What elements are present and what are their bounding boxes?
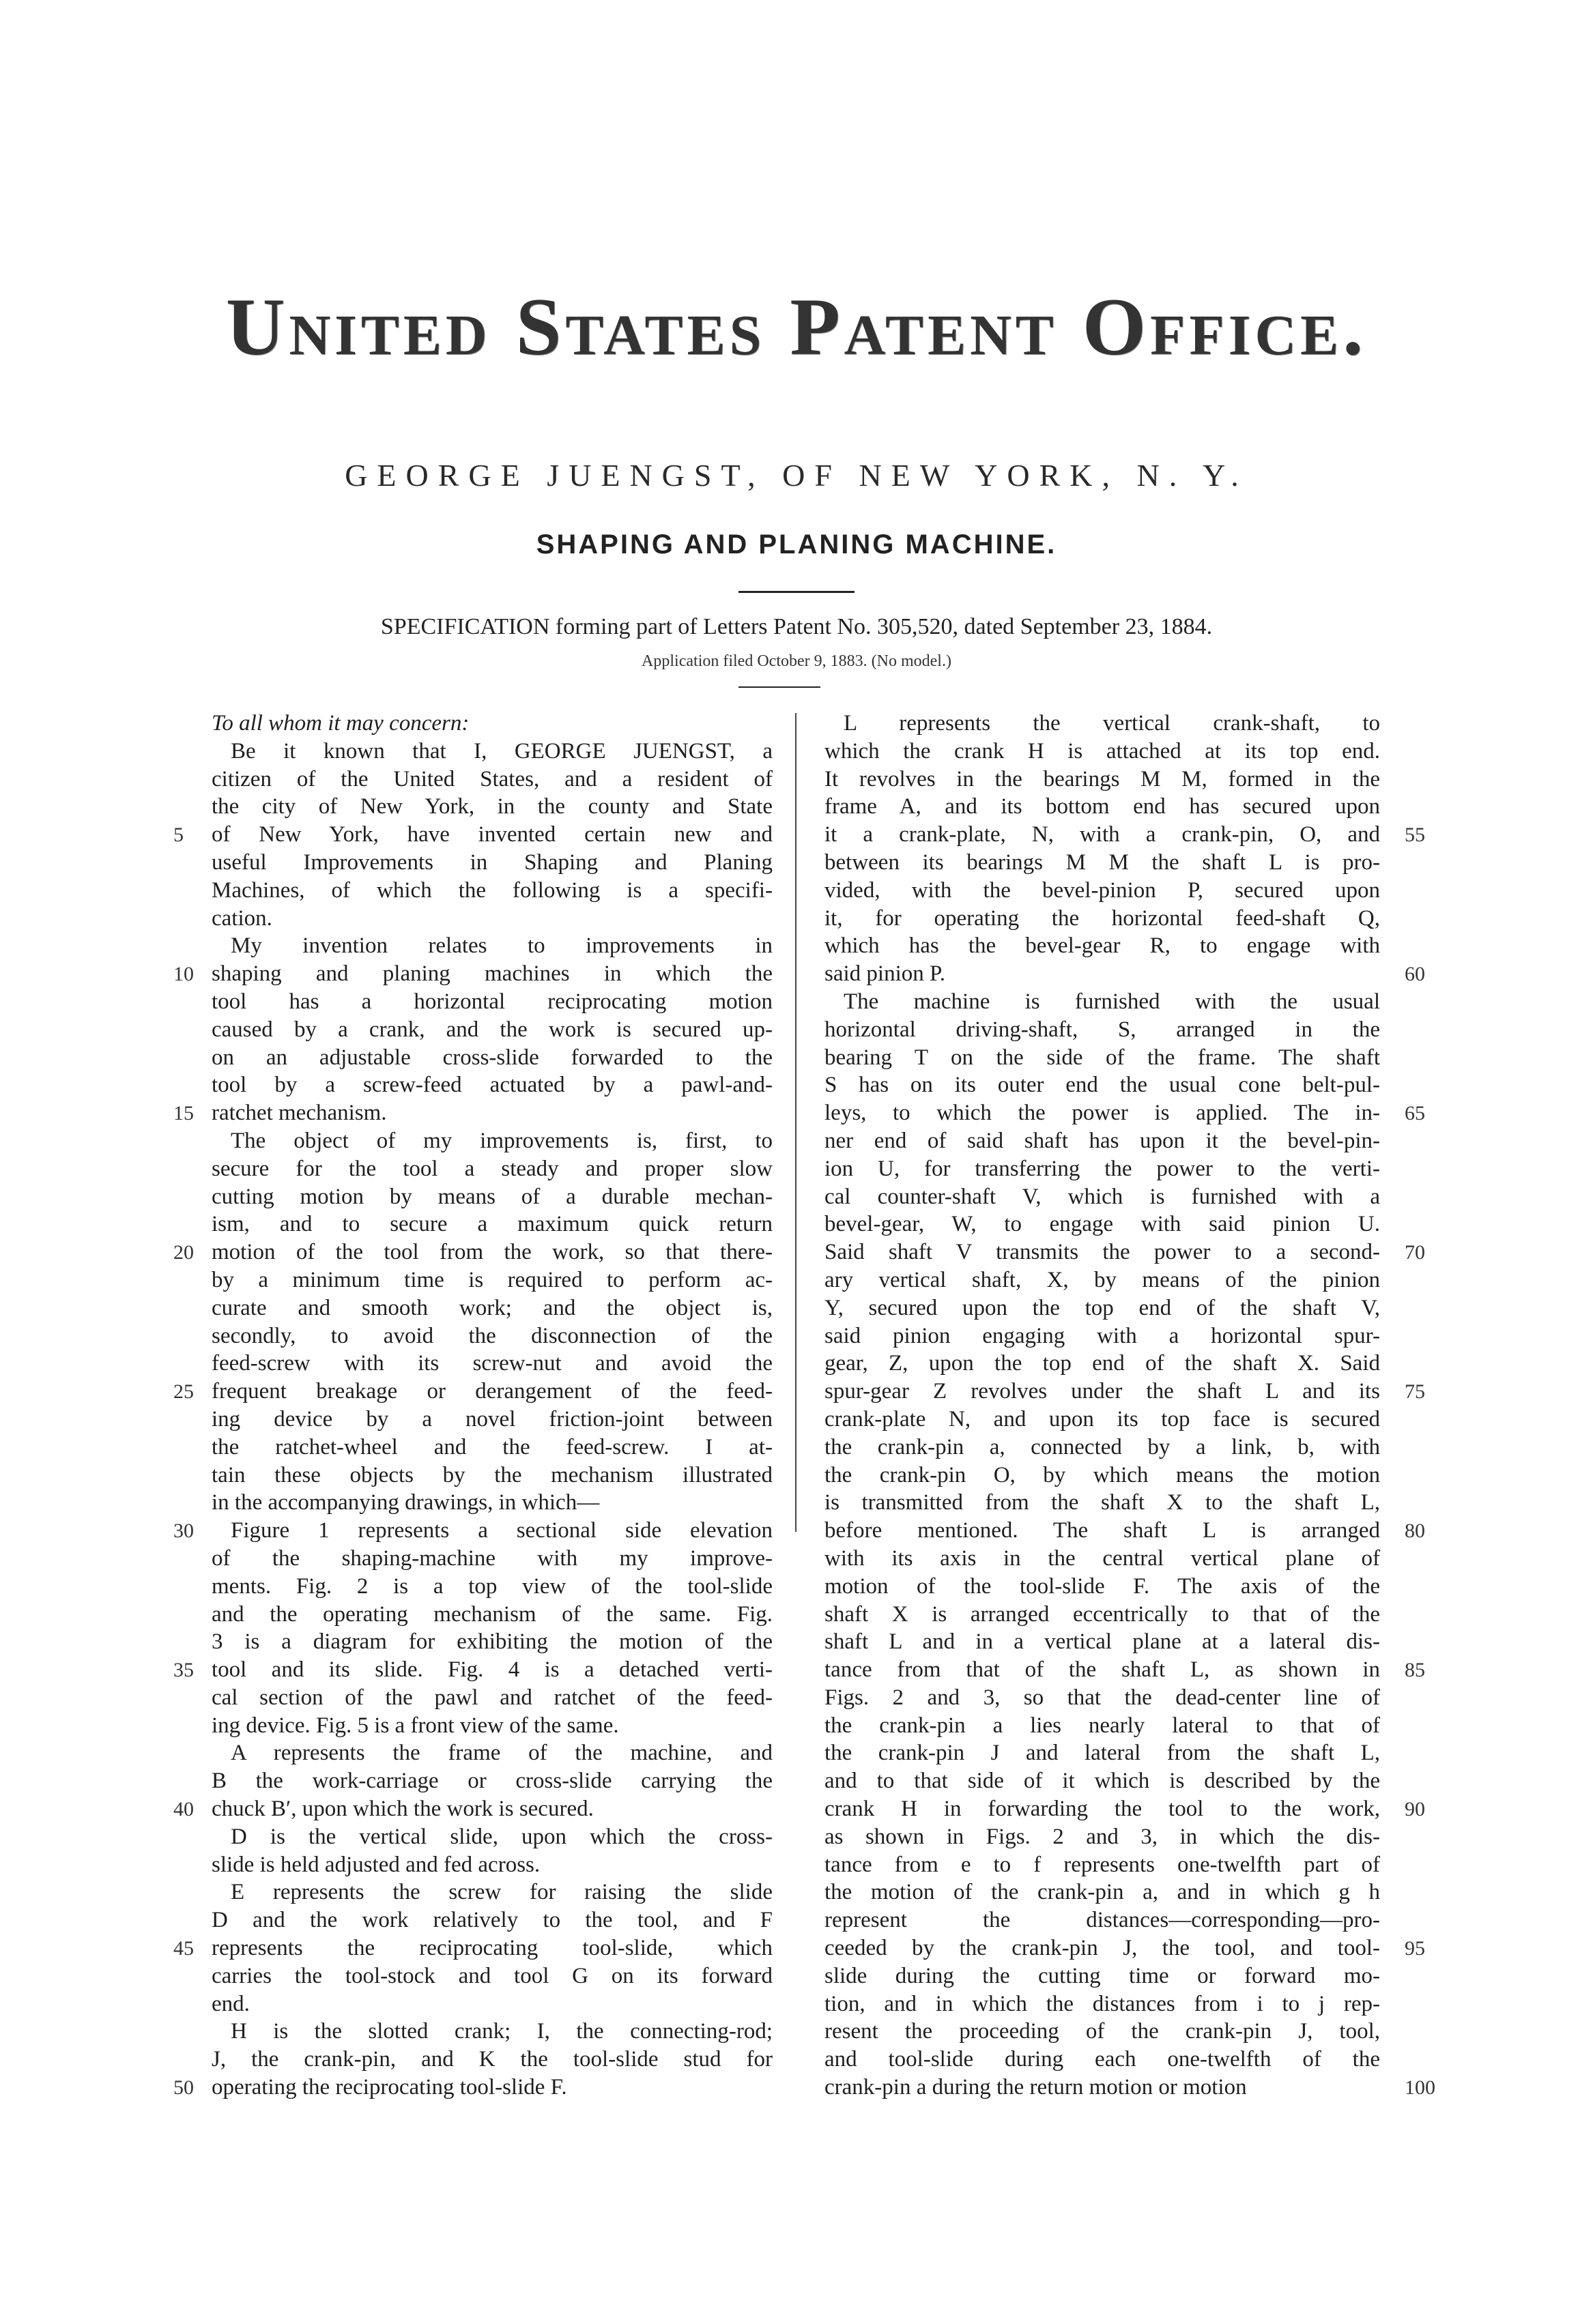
text-line: the city of New York, in the county and State bbox=[212, 794, 773, 819]
text-line: It revolves in the bearings M M, formed in the bbox=[824, 766, 1380, 791]
text-line: and the operating mechanism of the same. Fig. bbox=[212, 1601, 773, 1627]
text-line: tool has a horizontal reciprocating motion bbox=[212, 989, 773, 1014]
text-line: crank H in forwarding the tool to the work, bbox=[824, 1797, 1380, 1822]
text-line: cal counter-shaft V, which is furnished with a bbox=[824, 1184, 1380, 1209]
left-line-number: 30 bbox=[173, 1520, 194, 1543]
text-line: 3 is a diagram for exhibiting the motion of the bbox=[212, 1629, 773, 1655]
text-line: said pinion engaging with a horizontal spur- bbox=[824, 1323, 1380, 1348]
text-line: Said shaft V transmits the power to a second- bbox=[824, 1240, 1380, 1265]
patent-office-title: United States Patent Office. bbox=[225, 281, 1368, 372]
text-line: shaping and planing machines in which the bbox=[212, 961, 773, 987]
text-line: L represents the vertical crank-shaft, to bbox=[844, 711, 1380, 736]
text-line: ary vertical shaft, X, by means of the pinion bbox=[824, 1267, 1380, 1292]
right-line-number: 70 bbox=[1405, 1241, 1425, 1264]
text-line: Figs. 2 and 3, so that the dead-center line of bbox=[824, 1685, 1380, 1710]
text-line: resent the proceeding of the crank-pin J, tool, bbox=[824, 2019, 1380, 2044]
invention-title: SHAPING AND PLANING MACHINE. bbox=[536, 529, 1057, 560]
text-line: shaft L and in a vertical plane at a lateral dis- bbox=[824, 1629, 1380, 1655]
text-line: the crank-pin O, by which means the motion bbox=[824, 1462, 1380, 1487]
text-line: The machine is furnished with the usual bbox=[844, 989, 1380, 1014]
text-line: slide during the cutting time or forward mo- bbox=[824, 1963, 1380, 1988]
right-line-number: 100 bbox=[1405, 2076, 1435, 2100]
application-filed: Application filed October 9, 1883. (No model.) bbox=[642, 652, 951, 670]
left-line-number: 5 bbox=[173, 824, 184, 847]
right-line-number: 55 bbox=[1405, 824, 1425, 847]
text-line: between its bearings M M the shaft L is pro- bbox=[824, 849, 1380, 875]
text-line: secure for the tool a steady and proper slow bbox=[212, 1156, 773, 1181]
text-line: secondly, to avoid the disconnection of the bbox=[212, 1323, 773, 1348]
text-line: horizontal driving-shaft, S, arranged in the bbox=[824, 1017, 1380, 1042]
text-line: bevel-gear, W, to engage with said pinion U. bbox=[824, 1212, 1380, 1237]
left-line-number: 50 bbox=[173, 2076, 194, 2100]
text-line: vided, with the bevel-pinion P, secured upon bbox=[824, 877, 1380, 903]
text-line: caused by a crank, and the work is secured up- bbox=[212, 1017, 773, 1042]
text-line: tance from e to f represents one-twelfth part of bbox=[824, 1852, 1380, 1877]
text-line: curate and smooth work; and the object is, bbox=[212, 1295, 773, 1320]
text-line: motion of the tool from the work, so that there- bbox=[212, 1240, 773, 1265]
text-line: crank-plate N, and upon its top face is secured bbox=[824, 1406, 1380, 1432]
text-line: tain these objects by the mechanism illustrated bbox=[212, 1462, 773, 1487]
right-line-number: 95 bbox=[1405, 1937, 1425, 1960]
text-line: cutting motion by means of a durable mechan- bbox=[212, 1184, 773, 1209]
text-line: the motion of the crank-pin a, and in which g h bbox=[824, 1880, 1380, 1905]
column-divider bbox=[795, 713, 796, 1532]
text-line: the ratchet-wheel and the feed-screw. I at- bbox=[212, 1434, 773, 1459]
text-line: of the shaping-machine with my improve- bbox=[212, 1545, 773, 1571]
text-line: The object of my improvements is, first, to bbox=[231, 1128, 773, 1153]
text-line: ner end of said shaft has upon it the bevel-pin- bbox=[824, 1128, 1380, 1153]
right-line-number: 75 bbox=[1405, 1380, 1425, 1404]
text-line: Y, secured upon the top end of the shaft V, bbox=[824, 1295, 1380, 1320]
text-line: chuck B′, upon which the work is secured. bbox=[212, 1797, 594, 1822]
right-column bbox=[824, 710, 1380, 2102]
text-line: it a crank-plate, N, with a crank-pin, O, and bbox=[824, 822, 1380, 847]
text-line: Machines, of which the following is a specifi- bbox=[212, 877, 773, 903]
text-line: as shown in Figs. 2 and 3, in which the dis- bbox=[824, 1824, 1380, 1849]
inventor-name: GEORGE JUENGST, OF NEW YORK, N. Y. bbox=[345, 458, 1248, 493]
text-line: useful Improvements in Shaping and Planing bbox=[212, 849, 773, 875]
title-rule bbox=[738, 591, 855, 593]
text-line: ceeded by the crank-pin J, the tool, and tool- bbox=[824, 1936, 1380, 1961]
text-line: and to that side of it which is described by the bbox=[824, 1769, 1380, 1794]
text-line: ratchet mechanism. bbox=[212, 1101, 387, 1126]
text-line: crank-pin a during the return motion or motion bbox=[824, 2075, 1247, 2100]
left-line-number: 10 bbox=[173, 963, 194, 986]
right-line-number: 60 bbox=[1405, 963, 1425, 986]
left-line-number: 40 bbox=[173, 1798, 194, 1821]
text-line: tion, and in which the distances from i to j rep- bbox=[824, 1991, 1380, 2016]
right-line-number: 85 bbox=[1405, 1659, 1425, 1682]
text-line: the crank-pin J and lateral from the shaft L, bbox=[824, 1741, 1380, 1766]
text-line: H is the slotted crank; I, the connecting-rod; bbox=[231, 2019, 773, 2044]
text-line: feed-screw with its screw-nut and avoid the bbox=[212, 1351, 773, 1376]
text-line: spur-gear Z revolves under the shaft L and its bbox=[824, 1379, 1380, 1404]
text-line: tool by a screw-feed actuated by a pawl-and- bbox=[212, 1073, 773, 1098]
text-line: ion U, for transferring the power to the verti- bbox=[824, 1156, 1380, 1181]
text-line: with its axis in the central vertical plane of bbox=[824, 1545, 1380, 1571]
text-line: shaft X is arranged eccentrically to that of the bbox=[824, 1601, 1380, 1627]
text-line: leys, to which the power is applied. The in- bbox=[824, 1101, 1380, 1126]
text-line: carries the tool-stock and tool G on its forward bbox=[212, 1963, 773, 1988]
right-line-number: 90 bbox=[1405, 1798, 1425, 1821]
text-line: represents the reciprocating tool-slide, which bbox=[212, 1936, 773, 1961]
text-line: represent the distances—corresponding—pro- bbox=[824, 1908, 1380, 1933]
text-line: D is the vertical slide, upon which the cross- bbox=[231, 1824, 773, 1849]
text-line: and tool-slide during each one-twelfth of the bbox=[824, 2047, 1380, 2072]
text-line: Figure 1 represents a sectional side elevation bbox=[231, 1518, 773, 1543]
text-line: it, for operating the horizontal feed-shaft Q, bbox=[824, 905, 1380, 931]
text-line: E represents the screw for raising the slide bbox=[231, 1880, 773, 1905]
specification-line: SPECIFICATION forming part of Letters Patent No. 305,520, dated September 23, 1884. bbox=[380, 614, 1213, 639]
text-line: before mentioned. The shaft L is arranged bbox=[824, 1518, 1380, 1543]
text-line: To all whom it may concern: bbox=[212, 711, 470, 736]
text-line: ing device. Fig. 5 is a front view of the same. bbox=[212, 1713, 619, 1738]
text-line: tool and its slide. Fig. 4 is a detached verti- bbox=[212, 1657, 773, 1683]
text-line: the crank-pin a, connected by a link, b, with bbox=[824, 1434, 1380, 1459]
text-line: B the work-carriage or cross-slide carrying the bbox=[212, 1769, 773, 1794]
text-line: D and the work relatively to the tool, and F bbox=[212, 1908, 773, 1933]
left-line-number: 25 bbox=[173, 1380, 194, 1404]
text-line: the crank-pin a lies nearly lateral to that of bbox=[824, 1713, 1380, 1738]
text-line: frame A, and its bottom end has secured upon bbox=[824, 794, 1380, 819]
text-line: on an adjustable cross-slide forwarded to the bbox=[212, 1045, 773, 1070]
text-line: cation. bbox=[212, 905, 272, 931]
filed-rule bbox=[738, 686, 820, 688]
text-line: gear, Z, upon the top end of the shaft X. Said bbox=[824, 1351, 1380, 1376]
text-line: S has on its outer end the usual cone belt-pul- bbox=[824, 1073, 1380, 1098]
text-line: motion of the tool-slide F. The axis of the bbox=[824, 1573, 1380, 1599]
left-column bbox=[212, 710, 773, 2102]
text-line: slide is held adjusted and fed across. bbox=[212, 1852, 541, 1877]
left-line-number: 45 bbox=[173, 1937, 194, 1960]
text-line: end. bbox=[212, 1991, 250, 2016]
text-line: ments. Fig. 2 is a top view of the tool-slide bbox=[212, 1573, 773, 1599]
text-line: which has the bevel-gear R, to engage with bbox=[824, 933, 1380, 959]
text-line: of New York, have invented certain new and bbox=[212, 822, 773, 847]
text-line: which the crank H is attached at its top end. bbox=[824, 738, 1380, 764]
right-line-number: 80 bbox=[1405, 1520, 1425, 1543]
text-line: operating the reciprocating tool-slide F. bbox=[212, 2075, 567, 2100]
text-line: said pinion P. bbox=[824, 961, 945, 987]
left-line-number: 15 bbox=[173, 1102, 194, 1125]
text-line: frequent breakage or derangement of the feed- bbox=[212, 1379, 773, 1404]
right-line-number: 65 bbox=[1405, 1102, 1425, 1125]
text-line: My invention relates to improvements in bbox=[231, 933, 773, 959]
text-line: bearing T on the side of the frame. The shaft bbox=[824, 1045, 1380, 1070]
text-line: Be it known that I, GEORGE JUENGST, a bbox=[231, 738, 773, 764]
text-line: tance from that of the shaft L, as shown in bbox=[824, 1657, 1380, 1683]
text-line: ing device by a novel friction-joint between bbox=[212, 1406, 773, 1432]
left-line-number: 20 bbox=[173, 1241, 194, 1264]
text-line: in the accompanying drawings, in which— bbox=[212, 1490, 600, 1515]
text-line: A represents the frame of the machine, and bbox=[231, 1741, 773, 1766]
left-line-number: 35 bbox=[173, 1659, 194, 1682]
text-line: by a minimum time is required to perform ac- bbox=[212, 1267, 773, 1292]
text-line: J, the crank-pin, and K the tool-slide stud for bbox=[212, 2047, 773, 2072]
text-line: is transmitted from the shaft X to the shaft L, bbox=[824, 1490, 1380, 1515]
text-line: ism, and to secure a maximum quick return bbox=[212, 1212, 773, 1237]
text-line: cal section of the pawl and ratchet of the feed- bbox=[212, 1685, 773, 1710]
text-line: citizen of the United States, and a resident of bbox=[212, 766, 773, 791]
